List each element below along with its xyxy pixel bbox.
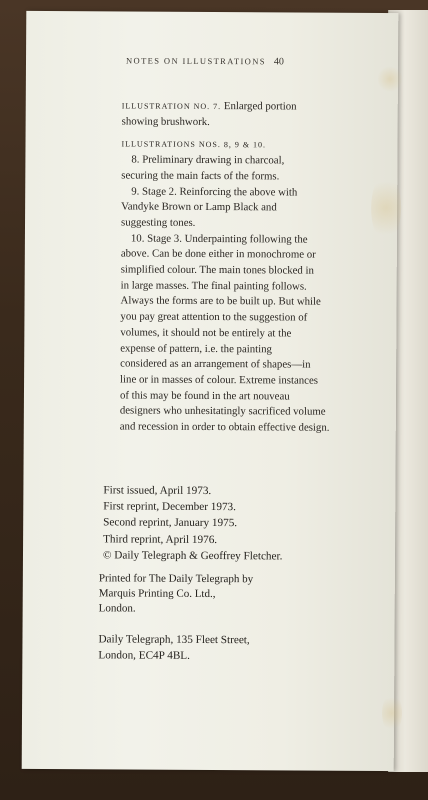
note-line: Vandyke Brown or Lamp Black and: [121, 200, 277, 214]
note-line: in large masses. The final painting follows.: [120, 279, 307, 293]
note-line: expense of pattern, i.e. the painting: [120, 341, 273, 355]
note-line: 9. Stage 2. Reinforcing the above with: [131, 185, 298, 199]
illustration-7-text: Enlarged portion: [223, 100, 297, 113]
note-line: 8. Preliminary drawing in charcoal,: [131, 153, 285, 167]
imprint-line: Third reprint, April 1976.: [103, 532, 218, 546]
page-number: 40: [273, 56, 284, 68]
address-line: Daily Telegraph, 135 Fleet Street,: [98, 633, 250, 647]
illustration-7-text-continued: showing brushwork.: [121, 115, 210, 128]
printer-line: Printed for The Daily Telegraph by: [98, 572, 254, 586]
printer-line: London.: [98, 601, 136, 615]
imprint-line: First reprint, December 1973.: [103, 500, 236, 514]
note-illustration-7: [122, 98, 374, 115]
imprint-line: Second reprint, January 1975.: [103, 516, 238, 530]
note-line: above. Can be done either in monochrome or: [120, 247, 316, 261]
address-line: London, EC4P 4BL.: [98, 649, 190, 662]
note-line: and recession in order to obtain effective design.: [119, 420, 330, 434]
note-line: suggesting tones.: [120, 216, 196, 229]
printer-credit: [99, 571, 254, 616]
note-line: you pay great attention to the suggestion of: [120, 310, 308, 324]
running-head-title: NOTES ON ILLUSTRATIONS: [125, 55, 266, 67]
note-line: of this may be found in the art nouveau: [119, 389, 290, 403]
copyright-line: © Daily Telegraph & Geoffrey Fletcher.: [102, 549, 283, 563]
note-line: considered as an arrangement of shapes—in: [120, 357, 311, 371]
running-head: [126, 55, 284, 67]
note-line: securing the main facts of the forms.: [121, 169, 280, 183]
note-line: designers who unhesitatingly sacrificed volume: [119, 404, 326, 419]
paper-stain: [371, 173, 401, 243]
printer-line: Marquis Printing Co. Ltd.,: [98, 587, 216, 600]
publisher-address: [98, 631, 249, 664]
book-page: [22, 11, 399, 771]
note-line: Always the forms are to be built up. But while: [120, 294, 321, 309]
imprint-line: First issued, April 1973.: [103, 484, 212, 498]
note-line: line or in masses of colour. Extreme instances: [120, 373, 319, 387]
illustration-notes: [120, 98, 374, 436]
paper-stain: [378, 65, 402, 93]
illustration-7-label: ILLUSTRATION NO. 7.: [121, 101, 222, 112]
illustrations-8-10-label: ILLUSTRATIONS NOS. 8, 9 & 10.: [121, 139, 267, 150]
note-line: volumes, it should not be entirely at the: [120, 326, 292, 340]
note-line: simplified colour. The main tones blocked in: [120, 263, 314, 277]
note-line: 10. Stage 3. Underpainting following the: [130, 232, 308, 246]
publication-history: [103, 482, 283, 564]
